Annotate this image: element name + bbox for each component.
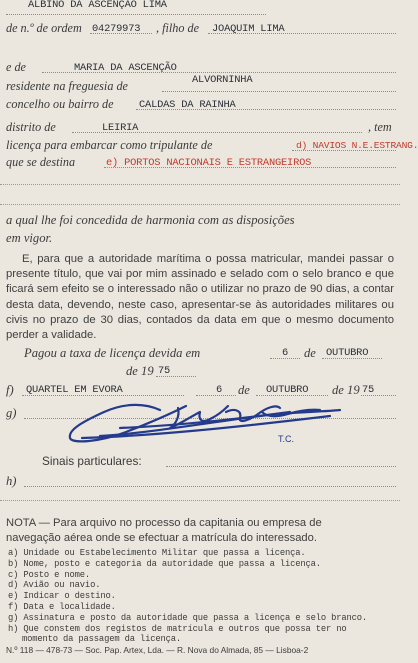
concedida-line-1: a qual lhe foi concedida de harmonia com as disposições <box>6 213 295 227</box>
f-year: 75 <box>362 384 375 396</box>
signature-initials: T.C. <box>278 434 295 444</box>
f-day: 6 <box>216 384 223 396</box>
nota-line-2: navegação aérea onde se efectuar a matrícula do interessado. <box>6 531 317 544</box>
ordem-value: 04279973 <box>92 23 141 35</box>
licenca-label: licença para embarcar como tripulante de <box>6 138 213 152</box>
dotted-line <box>166 452 396 467</box>
note-e: e) Indicar o destino. <box>8 591 116 602</box>
holder-name-row <box>6 0 396 18</box>
ordem-label: de n.º de ordem <box>6 21 82 35</box>
taxa-year: 75 <box>158 365 171 377</box>
destino-label: que se destina <box>6 155 76 169</box>
nota-block <box>6 516 394 545</box>
sinais-row <box>6 452 396 470</box>
mother-name: MARIA DA ASCENÇÃO <box>74 62 177 74</box>
freguesia-label: residente na freguesia de <box>6 79 128 93</box>
note-g: g) Assinatura e posto da autoridade que passa a licença e selo branco. <box>8 612 368 623</box>
destino-value: e) PORTOS NACIONAIS E ESTRANGEIROS <box>106 157 312 169</box>
note-c: c) Posto e nome. <box>8 569 91 580</box>
note-h-cont: momento da passagem da licença. <box>22 634 181 645</box>
sinais-label: Sinais particulares: <box>42 454 142 468</box>
f-place: QUARTEL EM EVORA <box>26 384 123 396</box>
note-h: h) Que constem dos registos de matrícula e outros que possa ter no <box>8 623 347 634</box>
f-month: OUTUBRO <box>266 384 309 396</box>
note-a: a) Unidade ou Estabelecimento Militar que passa a licença. <box>8 548 306 558</box>
note-b: b) Nome, posto e categoria da autoridade que passa a licença. <box>8 558 321 569</box>
dotted-line <box>24 472 396 487</box>
g-row: g) <box>6 404 396 422</box>
filho-label: , filho de <box>156 21 199 35</box>
taxa-year-row: de 19 75 <box>6 362 396 380</box>
taxa-label: Pagou a taxa de licença devida em <box>24 346 201 360</box>
licenca-value: d) NAVIOS N.E.ESTRANG. <box>296 140 418 151</box>
distrito-value: LEIRIA <box>102 122 139 134</box>
taxa-day: 6 <box>282 347 289 359</box>
taxa-row: Pagou a taxa de licença devida em 6 de OUTUBRO <box>6 344 396 362</box>
printer-footer: N.º 118 — 478-73 — Soc. Pap. Artex, Lda. — R. Nova do Almada, 85 — Lisboa-2 <box>6 645 309 655</box>
concedida-line-2: em vigor. <box>6 231 53 245</box>
blank-line <box>0 204 400 205</box>
blank-line <box>0 500 400 501</box>
father-name: JOAQUIM LIMA <box>212 23 285 35</box>
nota-line-1: NOTA — Para arquivo no processo da capitania ou empresa de <box>6 517 322 529</box>
holder-name: ALBINO DA ASCENÇÃO LIMA <box>28 0 167 11</box>
blank-line <box>0 184 400 185</box>
e-de-label: e de <box>6 60 26 74</box>
destino-row <box>6 153 396 171</box>
tem-label: , tem <box>368 120 392 134</box>
freguesia-row <box>6 74 396 95</box>
body-paragraph: E, para que a autoridade marítima o possa matricular, mandei passar o presente título, que vai por mim assinado e selado com o selo branco e que ficará sem efeito se o interessado não o utilizar no prazo de 90 dias, a contar desta data, devendo, neste caso, apresentar-se às autoridades militares ou civis no prazo de 30 dias, contados da data em que o mesmo documento perder a validade. <box>6 253 394 342</box>
h-row: h) <box>6 472 396 490</box>
signature <box>30 394 400 454</box>
distrito-row <box>6 118 396 136</box>
taxa-month: OUTUBRO <box>326 347 369 359</box>
note-d: d) Avião ou navio. <box>8 580 101 591</box>
f-row: f) QUARTEL EM EVORA 6 de OUTUBRO de 19 75 <box>6 381 396 399</box>
ordem-row <box>6 19 396 37</box>
concelho-label: concelho ou bairro de <box>6 97 114 111</box>
licenca-row <box>6 136 418 154</box>
note-f: f) Data e localidade. <box>8 601 116 612</box>
notes-list <box>8 548 400 645</box>
distrito-label: distrito de <box>6 120 56 134</box>
concelho-row <box>6 95 396 113</box>
concelho-value: CALDAS DA RAINHA <box>139 99 236 111</box>
freguesia-value: ALVORNINHA <box>192 74 253 86</box>
